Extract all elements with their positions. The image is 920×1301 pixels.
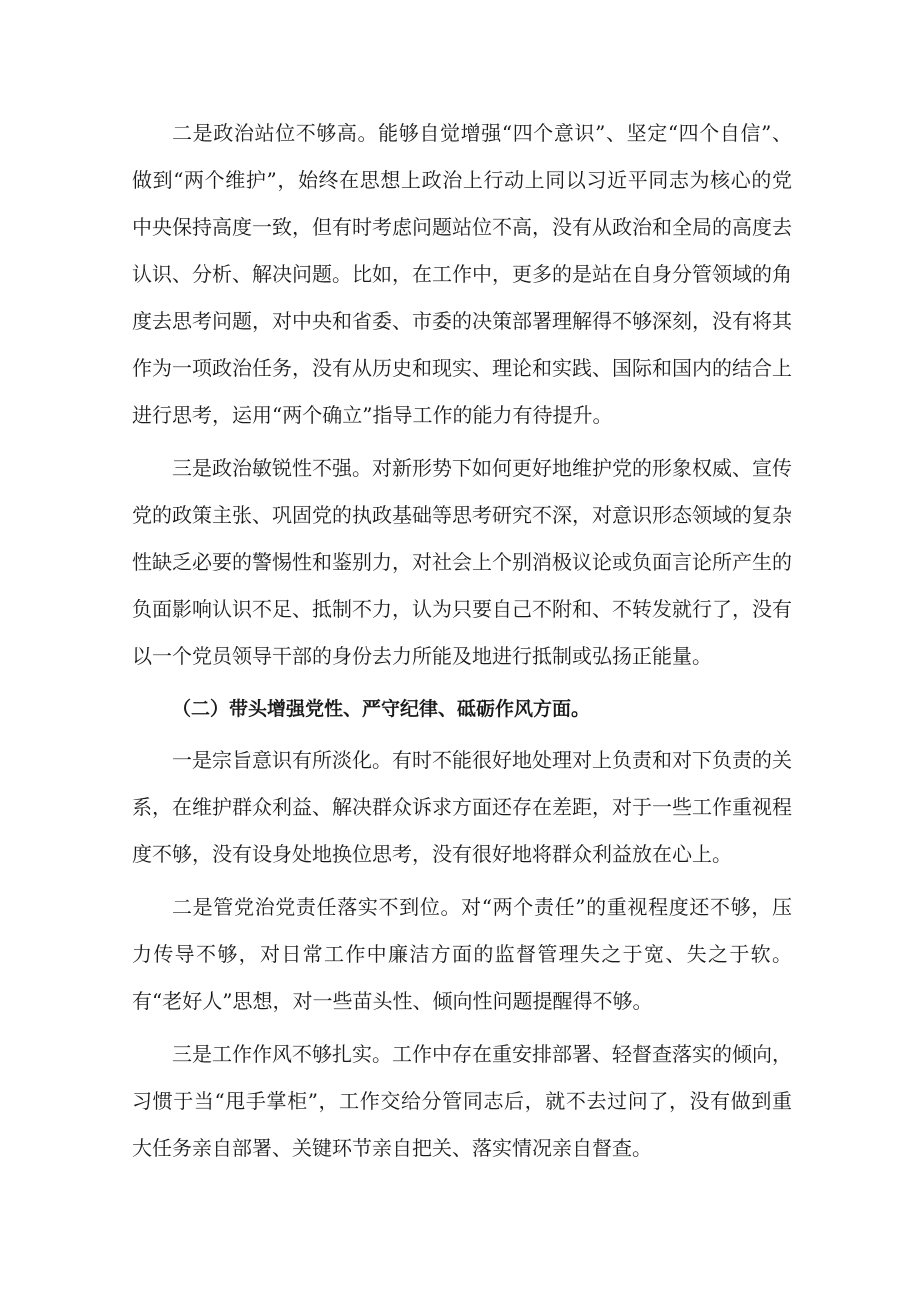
- section-heading: （二）带头增强党性、严守纪律、砥砺作风方面。: [172, 698, 591, 720]
- document-body: [132, 110, 792, 1178]
- paragraph-political-sensitivity: 三是政治敏锐性不强。对新形势下如何更好地维护党的形象权威、宣传党的政策主张、巩固党的执政基础等思考研究不深，对意识形态领域的复杂性缺乏必要的警惕性和鉴别力，对社会上个别消极议论或负面言论所产生的负面影响认识不足、抵制不力，认为只要自己不附和、不转发就行了，没有以一个党员领导干部的身份去力所能及地进行抵制或弘扬正能量。: [132, 456, 792, 668]
- paragraph-work-style: 三是工作作风不够扎实。工作中存在重安排部署、轻督查落实的倾向，习惯于当“甩手掌柜”，工作交给分管同志后，就不去过问了，没有做到重大任务亲自部署、关键环节亲自把关、落实情况亲自督查。: [132, 1042, 792, 1160]
- paragraph-purpose-awareness: 一是宗旨意识有所淡化。有时不能很好地处理对上负责和对下负责的关系，在维护群众利益、解决群众诉求方面还存在差距，对于一些工作重视程度不够，没有设身处地换位思考，没有很好地将群众利益放在心上。: [132, 748, 792, 866]
- paragraph-political-stance: 二是政治站位不够高。能够自觉增强“四个意识”、坚定“四个自信”、做到“两个维护”，始终在思想上政治上行动上同以习近平同志为核心的党中央保持高度一致，但有时考虑问题站位不高，没有从政治和全局的高度去认识、分析、解决问题。比如，在工作中，更多的是站在自身分管领域的角度去思考问题，对中央和省委、市委的决策部署理解得不够深刻，没有将其作为一项政治任务，没有从历史和现实、理论和实践、国际和国内的结合上进行思考，运用“两个确立”指导工作的能力有待提升。: [132, 121, 792, 427]
- paragraph-party-governance: 二是管党治党责任落实不到位。对“两个责任”的重视程度还不够，压力传导不够，对日常工作中廉洁方面的监督管理失之于宽、失之于软。有“老好人”思想，对一些苗头性、倾向性问题提醒得不够。: [132, 895, 792, 1013]
